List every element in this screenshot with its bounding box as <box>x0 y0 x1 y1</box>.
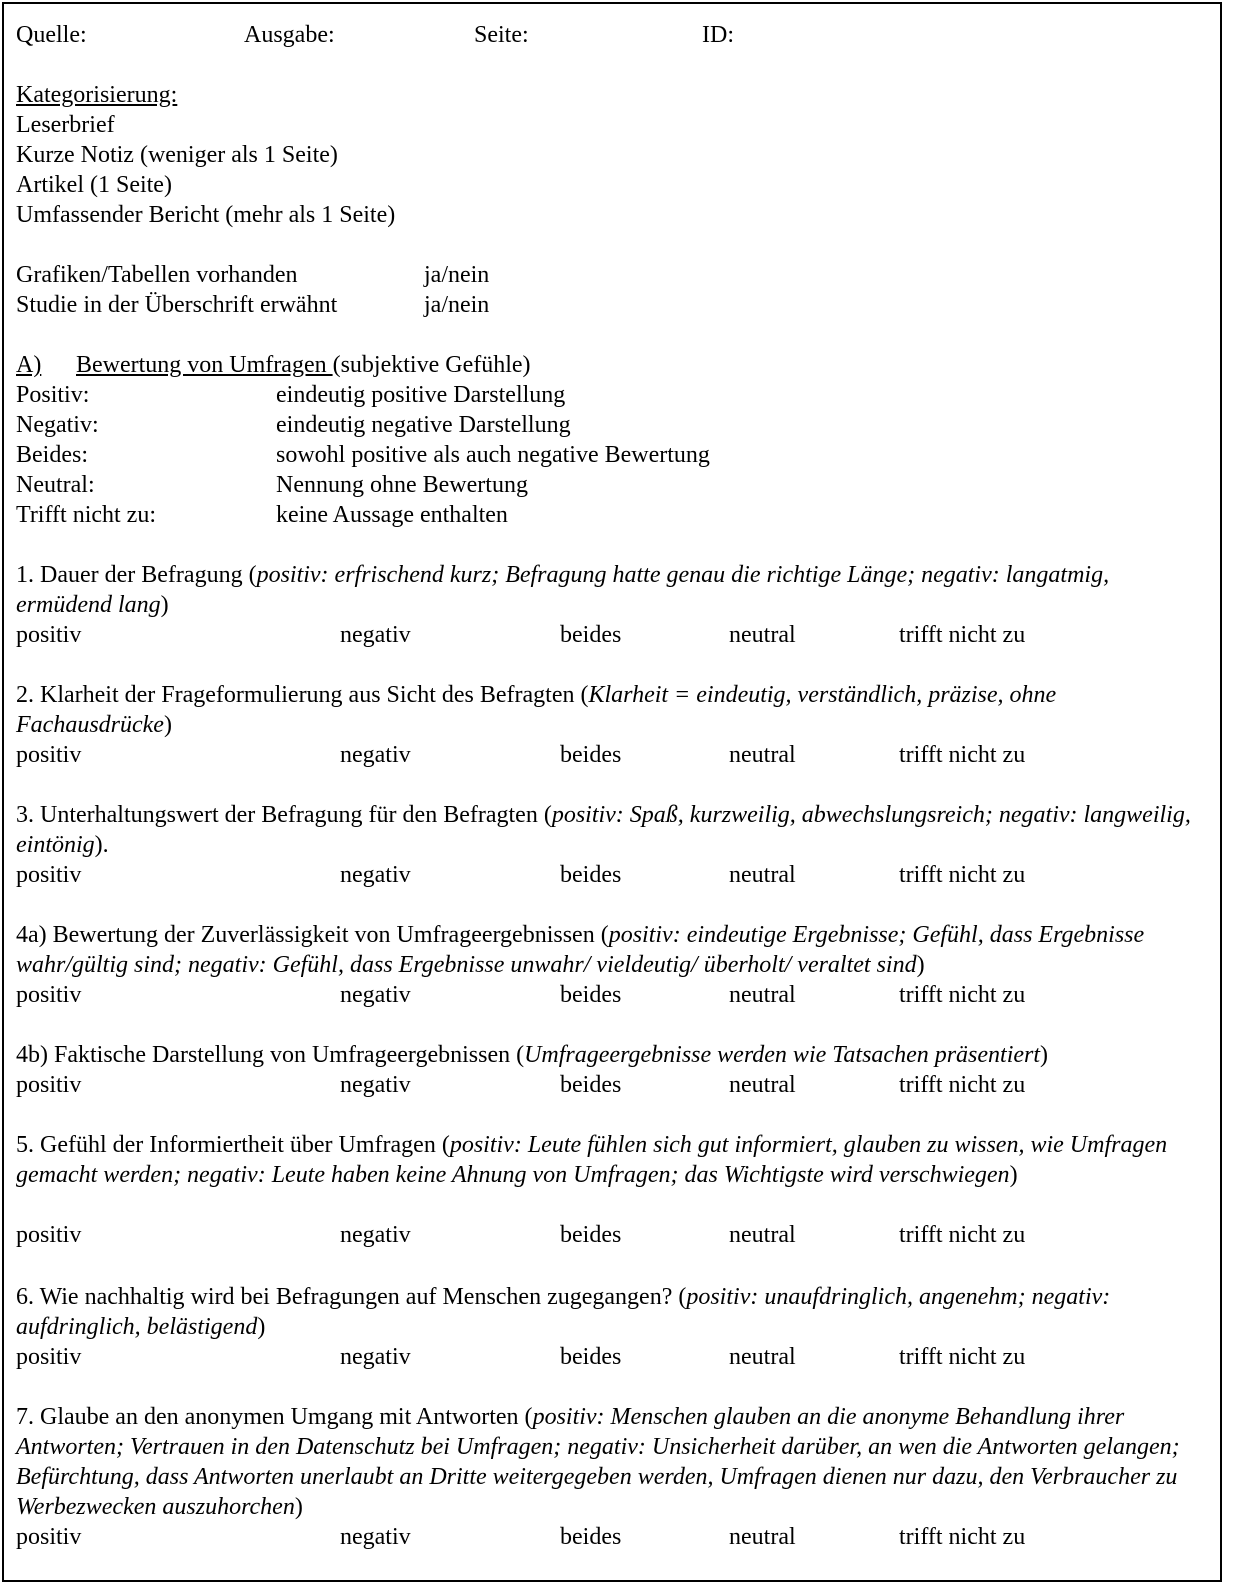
option-beides[interactable]: beides <box>560 742 622 768</box>
definition-term: Positiv: <box>16 382 90 408</box>
option-negativ[interactable]: negativ <box>340 1344 411 1370</box>
option-negativ[interactable]: negativ <box>340 622 411 648</box>
option-beides[interactable]: beides <box>560 1222 622 1248</box>
option-beides[interactable]: beides <box>560 862 622 888</box>
option-beides[interactable]: beides <box>560 1072 622 1098</box>
option-beides[interactable]: beides <box>560 982 622 1008</box>
definition-term: Trifft nicht zu: <box>16 502 157 528</box>
option-negativ[interactable]: negativ <box>340 742 411 768</box>
question-4a <box>16 920 1208 980</box>
option-positiv[interactable]: positiv <box>16 622 82 648</box>
option-positiv[interactable]: positiv <box>16 982 82 1008</box>
question-6 <box>16 1282 1208 1342</box>
kategorie-item: Leserbrief <box>16 112 115 138</box>
flag-value: ja/nein <box>424 262 490 288</box>
option-trifft-nicht-zu[interactable]: trifft nicht zu <box>899 622 1026 648</box>
kategorisierung-title: Kategorisierung: <box>16 82 178 108</box>
option-neutral[interactable]: neutral <box>729 1072 796 1098</box>
question-end: ) <box>163 712 172 738</box>
question-4b <box>16 1040 1208 1070</box>
question-hint: positiv: erfrischend kurz; Befragung hatte genau die richtige Länge; negativ: langatmig, ermüdend lang <box>16 562 1110 618</box>
option-neutral[interactable]: neutral <box>729 982 796 1008</box>
question-hint: positiv: unaufdringlich, angenehm; negativ: aufdringlich, belästigend <box>16 1284 1111 1340</box>
option-negativ[interactable]: negativ <box>340 862 411 888</box>
option-trifft-nicht-zu[interactable]: trifft nicht zu <box>899 1524 1026 1550</box>
definition-desc: keine Aussage enthalten <box>276 502 508 528</box>
section-a-subtitle: (subjektive Gefühle) <box>332 352 531 378</box>
question-3 <box>16 800 1208 860</box>
question-hint: positiv: Menschen glauben an die anonyme Behandlung ihrer Antworten; Vertrauen in den Datenschutz bei Umfragen; negativ: Unsicherheit darüber, an wen die Antworten gelangen; Befürchtung, dass Antworten unerlaubt an Dritte weitergegeben werden, Umfragen dienen nur dazu, den Verbraucher zu Werbezwecken auszuhorchen <box>16 1404 1180 1520</box>
option-trifft-nicht-zu[interactable]: trifft nicht zu <box>899 742 1026 768</box>
option-beides[interactable]: beides <box>560 1344 622 1370</box>
option-neutral[interactable]: neutral <box>729 622 796 648</box>
question-hint: positiv: eindeutige Ergebnisse; Gefühl, dass Ergebnisse wahr/gültig sind; negativ: Gefühl, dass Ergebnisse unwahr/ vieldeutig/ überholt/ veraltet sind <box>16 922 1145 978</box>
definition-desc: eindeutig positive Darstellung <box>276 382 566 408</box>
option-negativ[interactable]: negativ <box>340 1222 411 1248</box>
section-a-title: Bewertung von Umfragen <box>76 352 333 378</box>
question-end: ) <box>257 1314 266 1340</box>
option-neutral[interactable]: neutral <box>729 1344 796 1370</box>
option-trifft-nicht-zu[interactable]: trifft nicht zu <box>899 862 1026 888</box>
kategorie-item: Artikel (1 Seite) <box>16 172 172 198</box>
option-negativ[interactable]: negativ <box>340 1524 411 1550</box>
definition-term: Negativ: <box>16 412 99 438</box>
header-id: ID: <box>702 22 734 48</box>
flag-label: Studie in der Überschrift erwähnt <box>16 292 338 318</box>
header-ausgabe: Ausgabe: <box>244 22 335 48</box>
question-end: ). <box>94 832 109 858</box>
question-end: ) <box>1040 1042 1049 1068</box>
option-negativ[interactable]: negativ <box>340 1072 411 1098</box>
question-end: ) <box>916 952 925 978</box>
option-positiv[interactable]: positiv <box>16 1222 82 1248</box>
question-hint: Klarheit = eindeutig, verständlich, präzise, ohne Fachausdrücke <box>16 682 1057 738</box>
option-positiv[interactable]: positiv <box>16 742 82 768</box>
option-neutral[interactable]: neutral <box>729 1222 796 1248</box>
question-1 <box>16 560 1208 620</box>
option-positiv[interactable]: positiv <box>16 1524 82 1550</box>
option-negativ[interactable]: negativ <box>340 982 411 1008</box>
question-text: 6. Wie nachhaltig wird bei Befragungen auf Menschen zugegangen? ( <box>16 1284 687 1310</box>
question-end: ) <box>1009 1162 1018 1188</box>
header-seite: Seite: <box>474 22 529 48</box>
option-positiv[interactable]: positiv <box>16 862 82 888</box>
definition-desc: sowohl positive als auch negative Bewertung <box>276 442 710 468</box>
flag-value: ja/nein <box>424 292 490 318</box>
option-trifft-nicht-zu[interactable]: trifft nicht zu <box>899 1222 1026 1248</box>
option-positiv[interactable]: positiv <box>16 1072 82 1098</box>
question-text: 5. Gefühl der Informiertheit über Umfragen ( <box>16 1132 450 1158</box>
question-hint: Umfrageergebnisse werden wie Tatsachen präsentiert <box>524 1042 1041 1068</box>
question-2 <box>16 680 1208 740</box>
question-text: 3. Unterhaltungswert der Befragung für den Befragten ( <box>16 802 552 828</box>
section-a-marker: A) <box>16 352 42 378</box>
coding-sheet <box>2 2 1222 1582</box>
option-positiv[interactable]: positiv <box>16 1344 82 1370</box>
definition-desc: Nennung ohne Bewertung <box>276 472 528 498</box>
kategorie-item: Umfassender Bericht (mehr als 1 Seite) <box>16 202 396 228</box>
option-neutral[interactable]: neutral <box>729 742 796 768</box>
question-text: 2. Klarheit der Frageformulierung aus Sicht des Befragten ( <box>16 682 589 708</box>
definition-term: Neutral: <box>16 472 95 498</box>
question-hint: positiv: Spaß, kurzweilig, abwechslungsreich; negativ: langweilig, eintönig <box>16 802 1191 858</box>
option-trifft-nicht-zu[interactable]: trifft nicht zu <box>899 982 1026 1008</box>
question-text: 4a) Bewertung der Zuverlässigkeit von Umfrageergebnissen ( <box>16 922 609 948</box>
option-beides[interactable]: beides <box>560 1524 622 1550</box>
question-end: ) <box>160 592 169 618</box>
question-text: 7. Glaube an den anonymen Umgang mit Antworten ( <box>16 1404 533 1430</box>
option-neutral[interactable]: neutral <box>729 1524 796 1550</box>
header-quelle: Quelle: <box>16 22 87 48</box>
definition-desc: eindeutig negative Darstellung <box>276 412 571 438</box>
question-5 <box>16 1130 1208 1190</box>
option-neutral[interactable]: neutral <box>729 862 796 888</box>
option-beides[interactable]: beides <box>560 622 622 648</box>
section-a-heading <box>76 350 531 380</box>
option-trifft-nicht-zu[interactable]: trifft nicht zu <box>899 1344 1026 1370</box>
option-trifft-nicht-zu[interactable]: trifft nicht zu <box>899 1072 1026 1098</box>
definition-term: Beides: <box>16 442 88 468</box>
question-end: ) <box>294 1494 303 1520</box>
question-hint: positiv: Leute fühlen sich gut informiert, glauben zu wissen, wie Umfragen gemacht werden; negativ: Leute haben keine Ahnung von Umfragen; das Wichtigste wird verschwiegen <box>16 1132 1168 1188</box>
question-text: 4b) Faktische Darstellung von Umfrageergebnissen ( <box>16 1042 525 1068</box>
question-text: 1. Dauer der Befragung ( <box>16 562 257 588</box>
question-7 <box>16 1402 1208 1522</box>
flag-label: Grafiken/Tabellen vorhanden <box>16 262 298 288</box>
kategorie-item: Kurze Notiz (weniger als 1 Seite) <box>16 142 338 168</box>
